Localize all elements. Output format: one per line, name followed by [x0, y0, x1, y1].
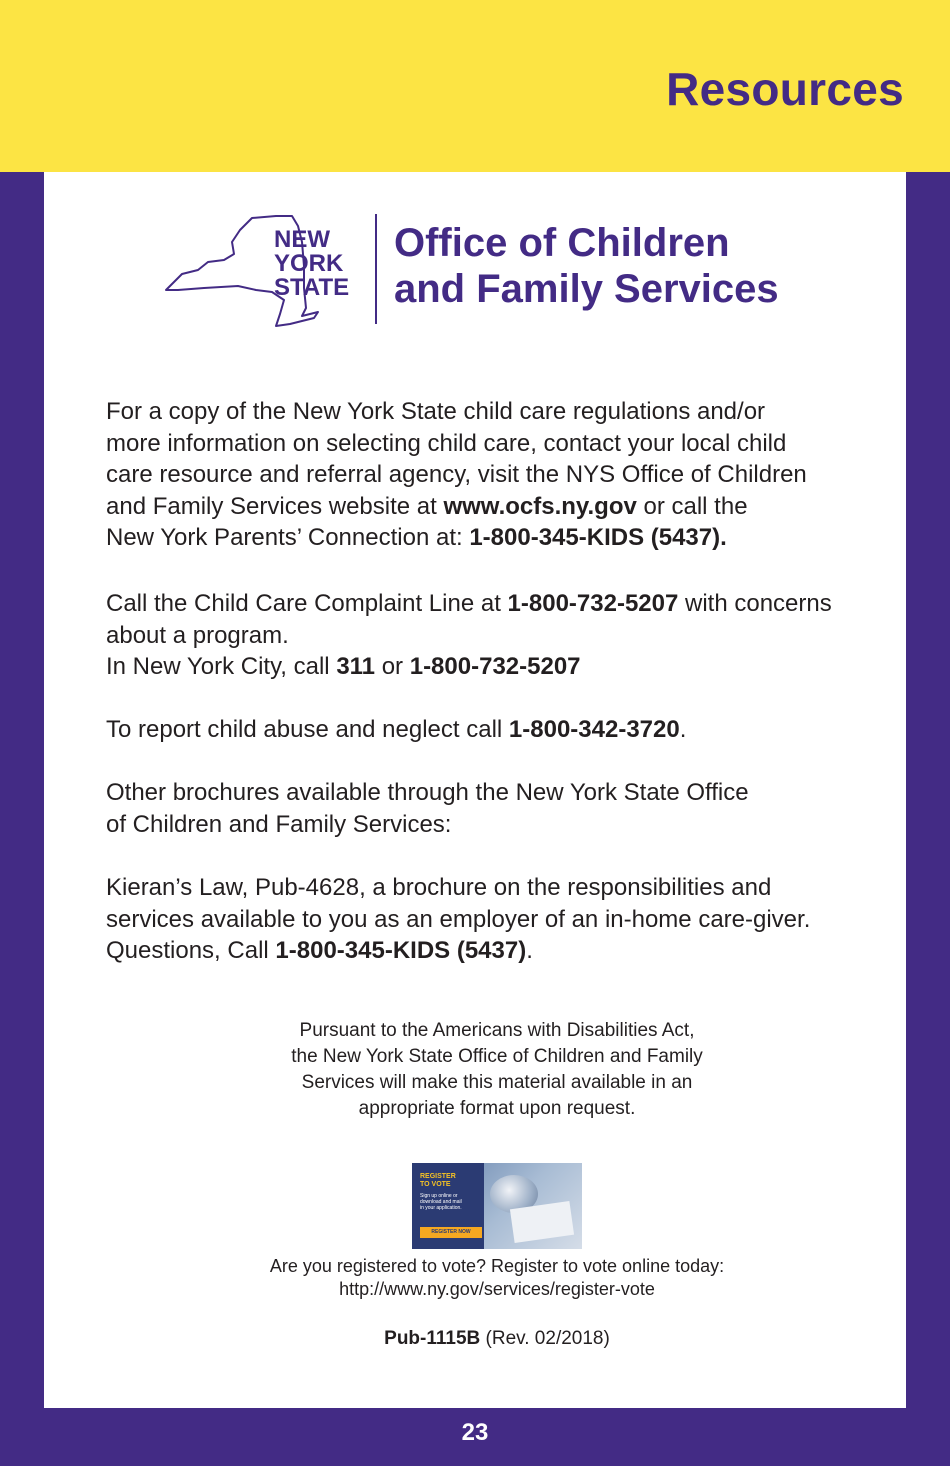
text-line: the New York State Office of Children and Family — [291, 1046, 703, 1067]
wordmark-line: STATE — [274, 274, 350, 301]
banner-heading-line: TO VOTE — [420, 1181, 451, 1188]
text-line — [106, 588, 866, 620]
kieran-phone: 1-800-345-KIDS (5437) — [275, 937, 527, 964]
text-line: Are you registered to vote? Register to vote online today: — [269, 1256, 725, 1276]
text-segment: New York Parents’ Connection at: — [106, 524, 470, 551]
pub-id: Pub-1115B — [384, 1328, 481, 1349]
banner-heading-line: REGISTER — [420, 1173, 456, 1180]
text-line — [106, 714, 866, 746]
text-segment: or call the — [636, 492, 748, 520]
website-link[interactable]: www.ocfs.ny.gov — [443, 492, 637, 520]
text-segment: In New York City, call — [106, 653, 337, 680]
text-line: care resource and referral agency, visit the NYS Office of Children — [106, 461, 807, 488]
banner-sub-line: download and mail — [420, 1199, 462, 1205]
text-line: For a copy of the New York State child care regulations and/or — [106, 398, 766, 425]
wordmark-line: YORK — [274, 250, 344, 277]
wordmark-line: NEW — [274, 226, 330, 253]
publication-number — [44, 1328, 950, 1350]
banner-heading — [420, 1173, 456, 1189]
text-segment: with concerns — [678, 590, 832, 617]
ada-notice — [44, 1018, 950, 1122]
banner-panel — [412, 1163, 484, 1249]
text-line — [106, 935, 866, 967]
text-line: appropriate format upon request. — [358, 1098, 636, 1119]
kierans-law-paragraph — [106, 872, 866, 967]
pub-revision: (Rev. 02/2018) — [480, 1328, 610, 1349]
agency-name-line: Office of Children — [394, 221, 730, 265]
page-header — [0, 0, 950, 172]
text-segment: To report child abuse and neglect call — [106, 716, 509, 743]
agency-name-line: and Family Services — [394, 267, 779, 311]
abuse-phone: 1-800-342-3720 — [508, 716, 680, 743]
content-panel — [44, 172, 906, 1408]
text-line — [106, 651, 866, 683]
page-number: 23 — [461, 1419, 489, 1446]
text-line: Kieran’s Law, Pub-4628, a brochure on the responsibilities and — [106, 874, 772, 901]
complaint-phone: 1-800-732-5207 — [507, 590, 679, 617]
vote-notice — [44, 1255, 950, 1301]
brochures-paragraph — [106, 777, 866, 840]
nyc-311: 311 — [336, 653, 376, 680]
text-line: of Children and Family Services: — [106, 810, 452, 838]
text-line: Other brochures available through the New York State Office — [106, 779, 749, 806]
abuse-paragraph — [106, 714, 866, 746]
text-segment: Call the Child Care Complaint Line at — [106, 590, 508, 617]
text-segment: and Family Services website at — [106, 492, 444, 520]
intro-paragraph — [106, 396, 866, 554]
register-now-button[interactable]: REGISTER NOW — [420, 1227, 482, 1238]
logo-divider — [375, 214, 377, 324]
complaint-paragraph — [106, 588, 866, 683]
ocfs-logo — [164, 212, 824, 332]
text-line: more information on selecting child care, contact your local child — [106, 429, 787, 457]
text-line: services available to you as an employer of an in-home care-giver. — [106, 905, 811, 933]
text-segment: . — [679, 716, 687, 743]
text-segment: Questions, Call — [106, 937, 276, 964]
register-to-vote-banner[interactable] — [412, 1163, 582, 1249]
text-segment: or — [375, 653, 410, 680]
text-line: Pursuant to the Americans with Disabilities Act, — [299, 1020, 695, 1041]
text-line — [106, 491, 866, 523]
text-segment: . — [526, 937, 533, 964]
banner-sub-line: in your application. — [420, 1205, 462, 1211]
banner-sub-line: Sign up online or — [420, 1193, 458, 1199]
nyc-phone: 1-800-732-5207 — [409, 653, 581, 680]
page-title: Resources — [666, 63, 904, 115]
banner-subtext — [420, 1193, 462, 1211]
ballot-paper-icon — [510, 1201, 574, 1243]
text-line: Services will make this material available in an — [301, 1072, 693, 1093]
agency-name — [394, 220, 779, 312]
text-line — [106, 522, 866, 554]
new-york-state-wordmark — [274, 228, 366, 300]
text-line: about a program. — [106, 621, 289, 649]
register-vote-link[interactable]: http://www.ny.gov/services/register-vote — [339, 1279, 655, 1299]
parents-phone: 1-800-345-KIDS (5437). — [469, 524, 727, 551]
